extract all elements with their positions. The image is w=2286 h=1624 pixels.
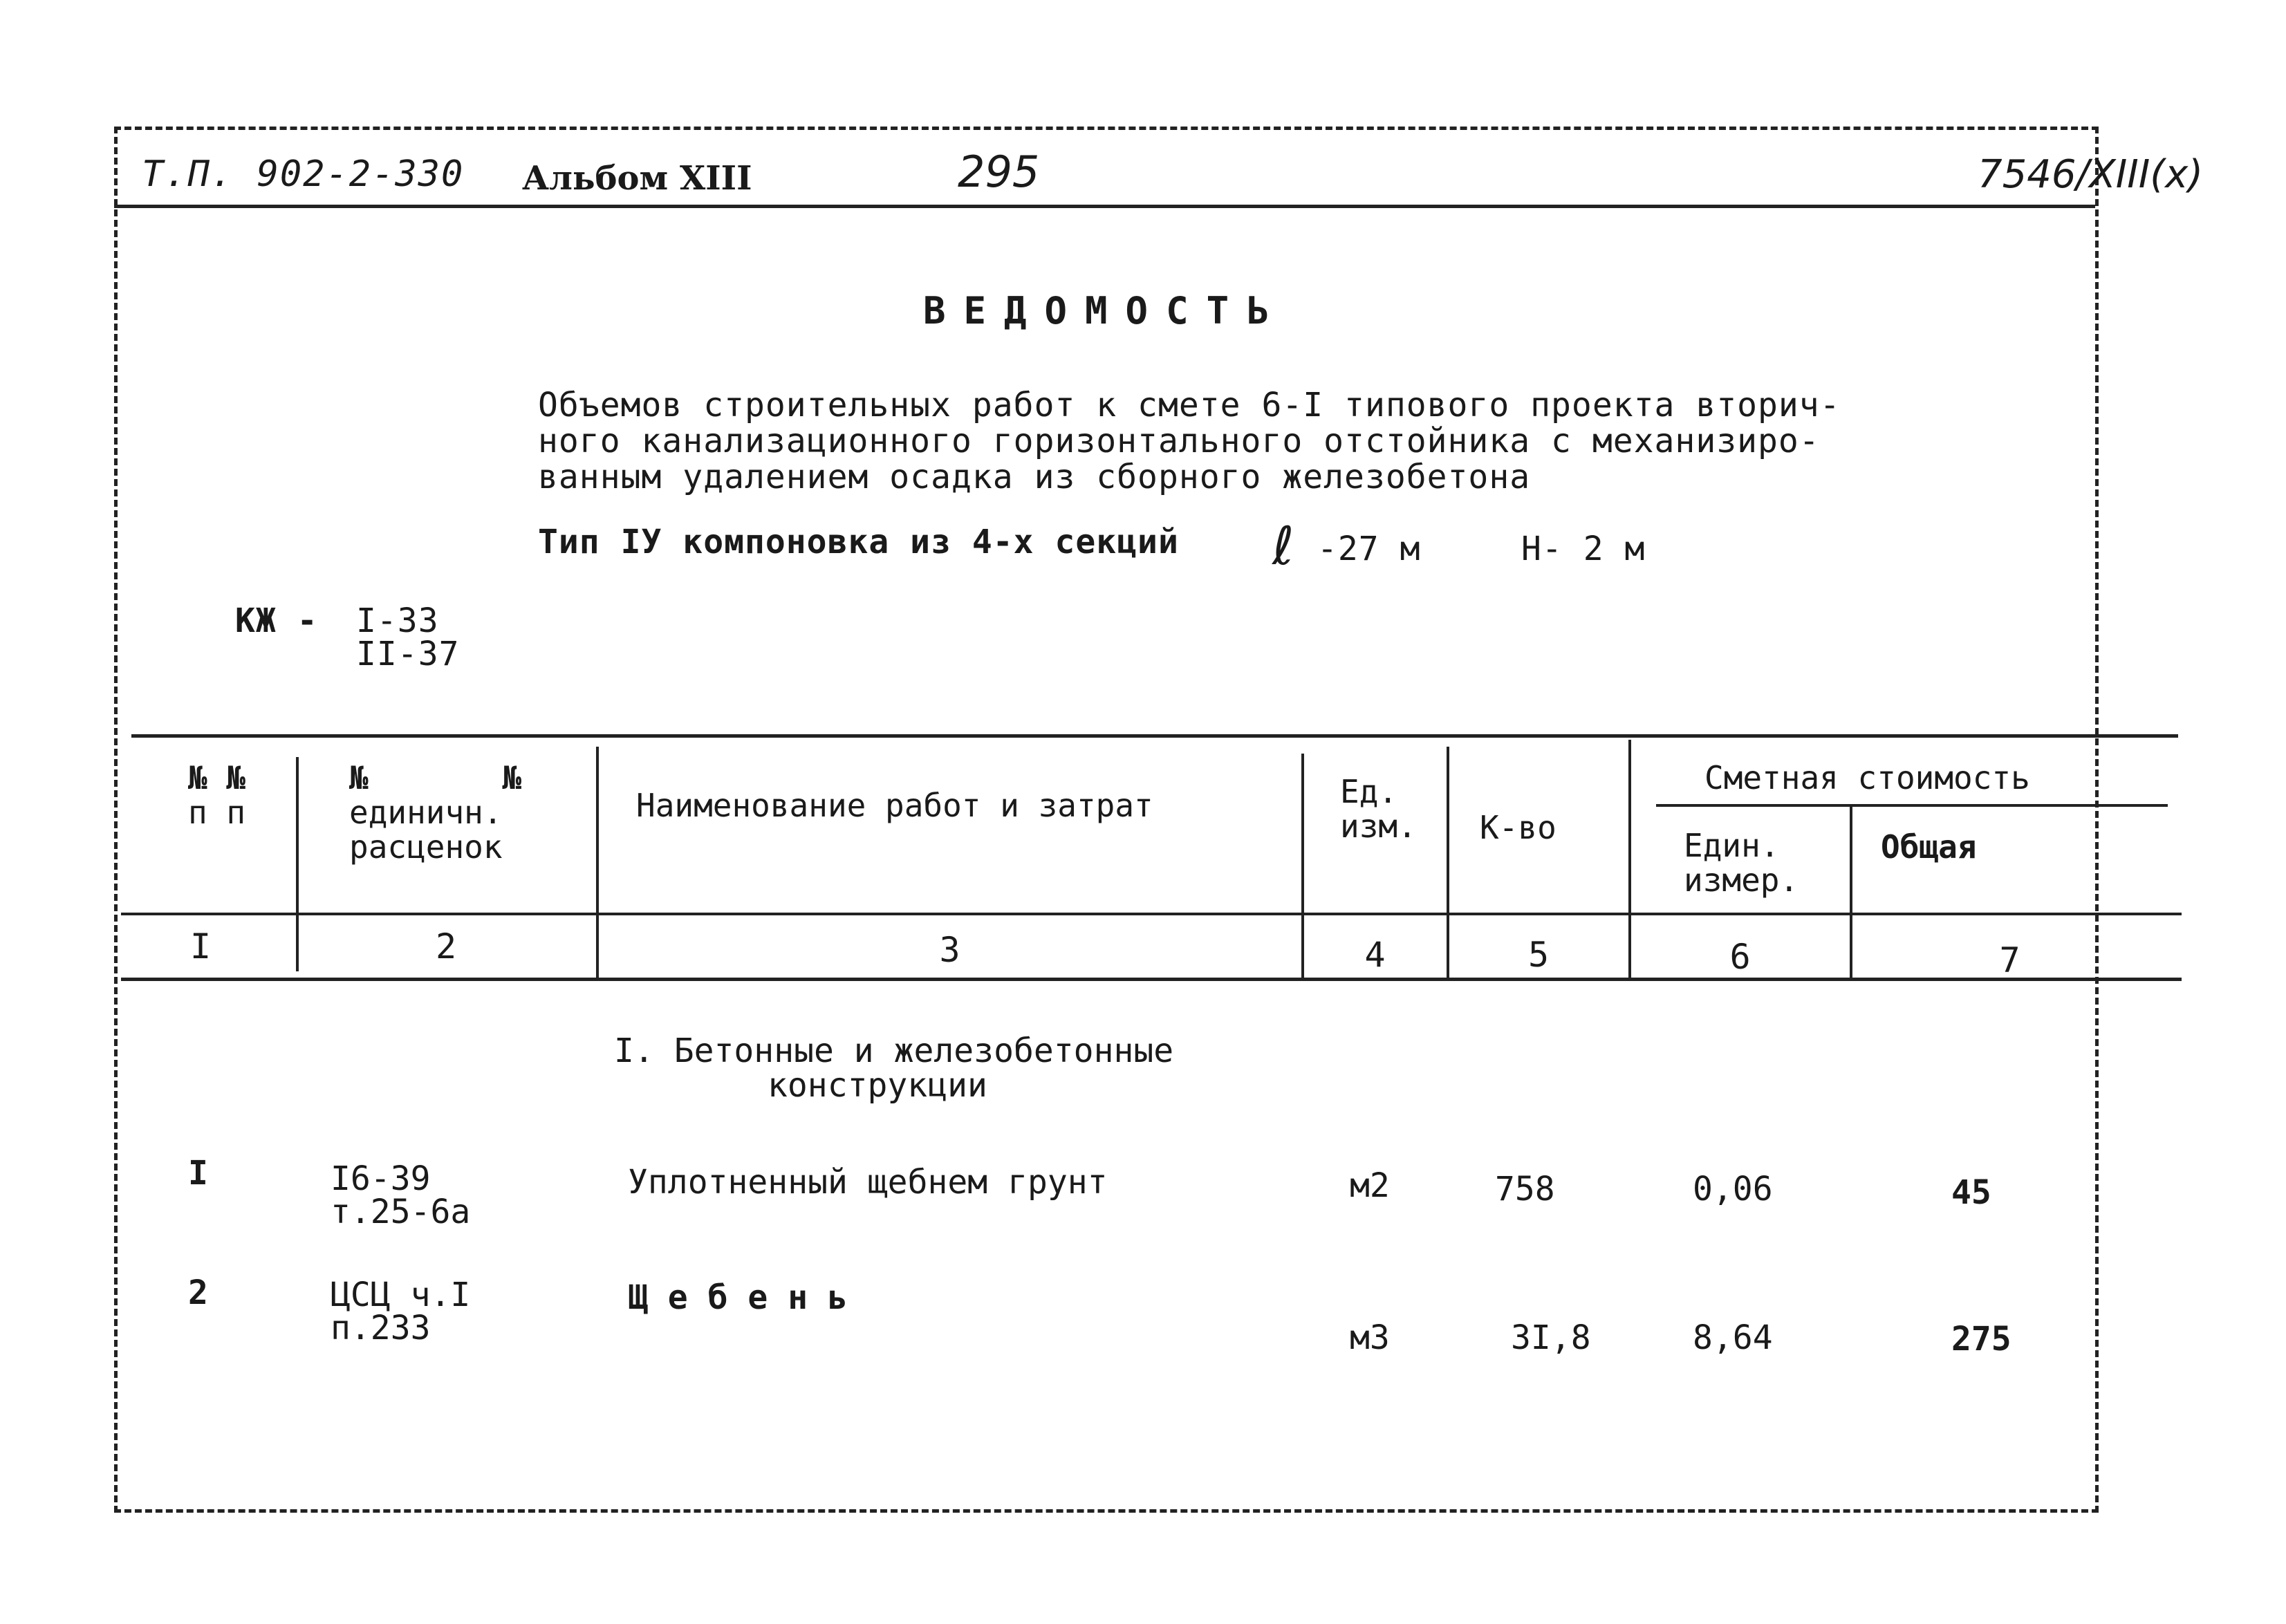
page-number: 295 [958,147,1040,197]
header-qty: К-во [1480,809,1556,846]
description-line-2: ного канализационного горизонтального отстойника с механизиро- [538,422,1820,460]
length-value: -27 м [1317,530,1421,568]
kzh-value-1: I-33 [356,601,439,640]
header-unit-price-line-1: Един. [1684,827,1780,864]
header-num-line-2: п п [188,794,246,831]
header-code-line-1: № № [349,759,522,796]
header-bottom-rule [121,913,2182,915]
row-qty: 758 [1495,1170,1555,1208]
header-name: Наименование работ и затрат [636,787,1153,824]
kzh-label: КЖ - [235,601,318,640]
header-code-line-3: расценок [349,828,503,866]
height-value: Н- 2 м [1521,530,1646,568]
table-top-rule [131,734,2178,738]
column-number-5: 5 [1527,935,1550,975]
column-number-6: 6 [1729,937,1751,977]
column-number-3: 3 [939,930,960,970]
description-line-1: Объемов строительных работ к смете 6-I типового проекта вторич- [538,386,1841,424]
column-number-7: 7 [1999,940,2020,980]
header-unit-line-1: Ед. [1340,773,1398,810]
row-code-line-1: ЦСЦ ч.I [331,1276,471,1314]
header-unit-price-line-2: измер. [1684,861,1799,899]
row-num: I [188,1154,208,1193]
row-name: Щ е б е н ь [628,1278,848,1317]
length-symbol: ℓ [1272,515,1294,577]
row-code-line-1: I6-39 [331,1159,431,1198]
row-code-line-2: т.25-6а [331,1193,471,1231]
description-line-3: ванным удалением осадка из сборного железобетона [538,458,1531,496]
column-number-2: 2 [435,926,457,967]
row-total: 45 [1951,1173,1991,1212]
header-num-line-1: № № [188,759,246,796]
header-unit-line-2: изм. [1340,808,1417,845]
page-title: ВЕДОМОСТЬ [923,289,1288,333]
header-cost-group: Сметная стоимость [1704,759,2030,796]
kzh-value-2: II-37 [356,635,460,673]
row-num: 2 [188,1273,208,1312]
row-unit-price: 0,06 [1693,1170,1773,1208]
header-code-line-2: единичн. [349,794,503,831]
header-rule [114,205,2095,208]
row-unit: м2 [1350,1166,1390,1205]
album-label: Альбом XIII [522,159,752,198]
column-number-1: I [189,926,212,967]
row-code-line-2: п.233 [331,1309,431,1347]
cost-group-rule [1656,804,2168,807]
row-name: Уплотненный щебнем грунт [628,1163,1108,1202]
row-unit: м3 [1350,1318,1390,1357]
column-number-4: 4 [1364,935,1386,975]
row-qty: 3I,8 [1511,1318,1591,1357]
inventory-number: 7546/XIII(x) [1978,152,2204,197]
type-line: Тип IУ компоновка из 4-х секций [538,523,1179,561]
project-code: Т.П. 902-2-330 [142,153,465,195]
header-total: Общая [1881,828,1977,866]
section-title-line-1: I. Бетонные и железобетонные [614,1032,1174,1070]
row-unit-price: 8,64 [1693,1318,1773,1357]
row-total: 275 [1951,1320,2011,1359]
section-title-line-2: конструкции [768,1066,987,1105]
